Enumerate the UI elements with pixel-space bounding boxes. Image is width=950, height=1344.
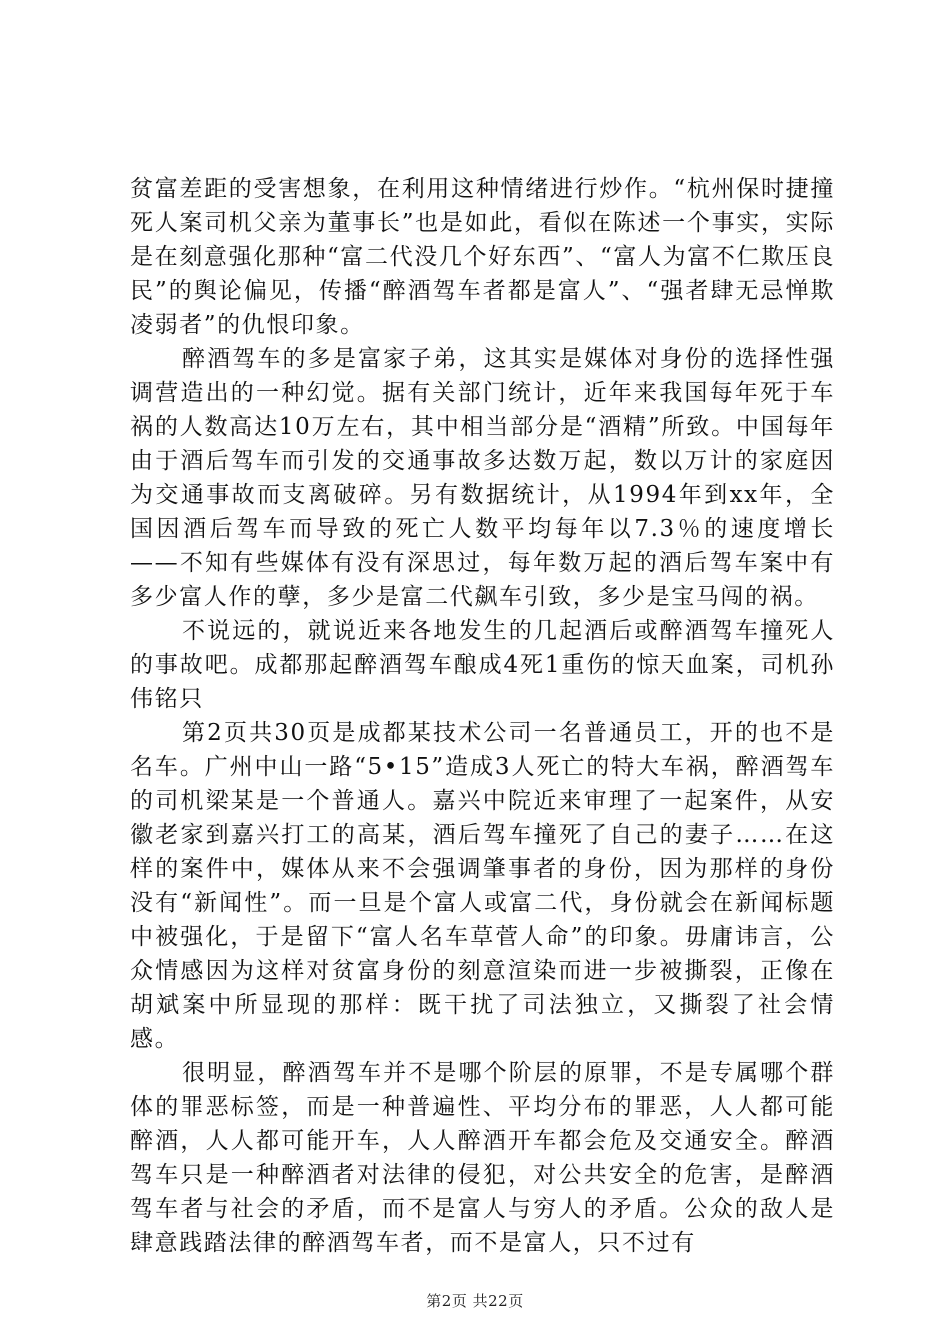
paragraph-statistics: 醉酒驾车的多是富家子弟，这其实是媒体对身份的选择性强调营造出的一种幻觉。据有关部门统计，近年来我国每年死于车祸的人数高达10万左右，其中相当部分是“酒精”所致。中国每年由于酒后驾车而引发的交通事故多达数万起，数以万计的家庭因为交通事故而支离破碎。另有数据统计，从1994年到xx年，全国因酒后驾车而导致的死亡人数平均每年以7.3％的速度增长——不知有些媒体有没有深思过，每年数万起的酒后驾车案中有多少富人作的孽，多少是富二代飙车引致，多少是宝马闯的祸。 [130,346,835,610]
paragraph-continuation: 贫富差距的受害想象，在利用这种情绪进行炒作。“杭州保时捷撞死人案司机父亲为董事长”也是如此，看似在陈述一个事实，实际是在刻意强化那种“富二代没几个好东西”、“富人为富不仁欺压良民”的舆论偏见，传播“醉酒驾车者都是富人”、“强者肆无忌惮欺凌弱者”的仇恨印象。 [130,176,835,338]
page-footer: 第2页 共22页 [426,1292,524,1310]
article-body [130,172,835,1260]
paragraph-recent-cases: 不说远的，就说近来各地发生的几起酒后或醉酒驾车撞死人的事故吧。成都那起醉酒驾车酿成4死1重伤的惊天血案，司机孙伟铭只 [130,618,835,712]
paragraph-media-emphasis: 第2页共30页是成都某技术公司一名普通员工，开的也不是名车。广州中山一路“5•15”造成3人死亡的特大车祸，醉酒驾车的司机梁某是一个普通人。嘉兴中院近来审理了一起案件，从安徽老家到嘉兴打工的高某，酒后驾车撞死了自己的妻子……在这样的案件中，媒体从来不会强调肇事者的身份，因为那样的身份没有“新闻性”。而一旦是个富人或富二代，身份就会在新闻标题中被强化，于是留下“富人名车草菅人命”的印象。毋庸讳言，公众情感因为这样对贫富身份的刻意渲染而进一步被撕裂，正像在胡斌案中所显现的那样：既干扰了司法独立，又撕裂了社会情感。 [130,720,835,1052]
paragraph-conclusion: 很明显，醉酒驾车并不是哪个阶层的原罪，不是专属哪个群体的罪恶标签，而是一种普遍性、平均分布的罪恶，人人都可能醉酒，人人都可能开车，人人醉酒开车都会危及交通安全。醉酒驾车只是一种醉酒者对法律的侵犯，对公共安全的危害，是醉酒驾车者与社会的矛盾，而不是富人与穷人的矛盾。公众的敌人是肆意践踏法律的醉酒驾车者，而不是富人，只不过有 [130,1060,835,1256]
